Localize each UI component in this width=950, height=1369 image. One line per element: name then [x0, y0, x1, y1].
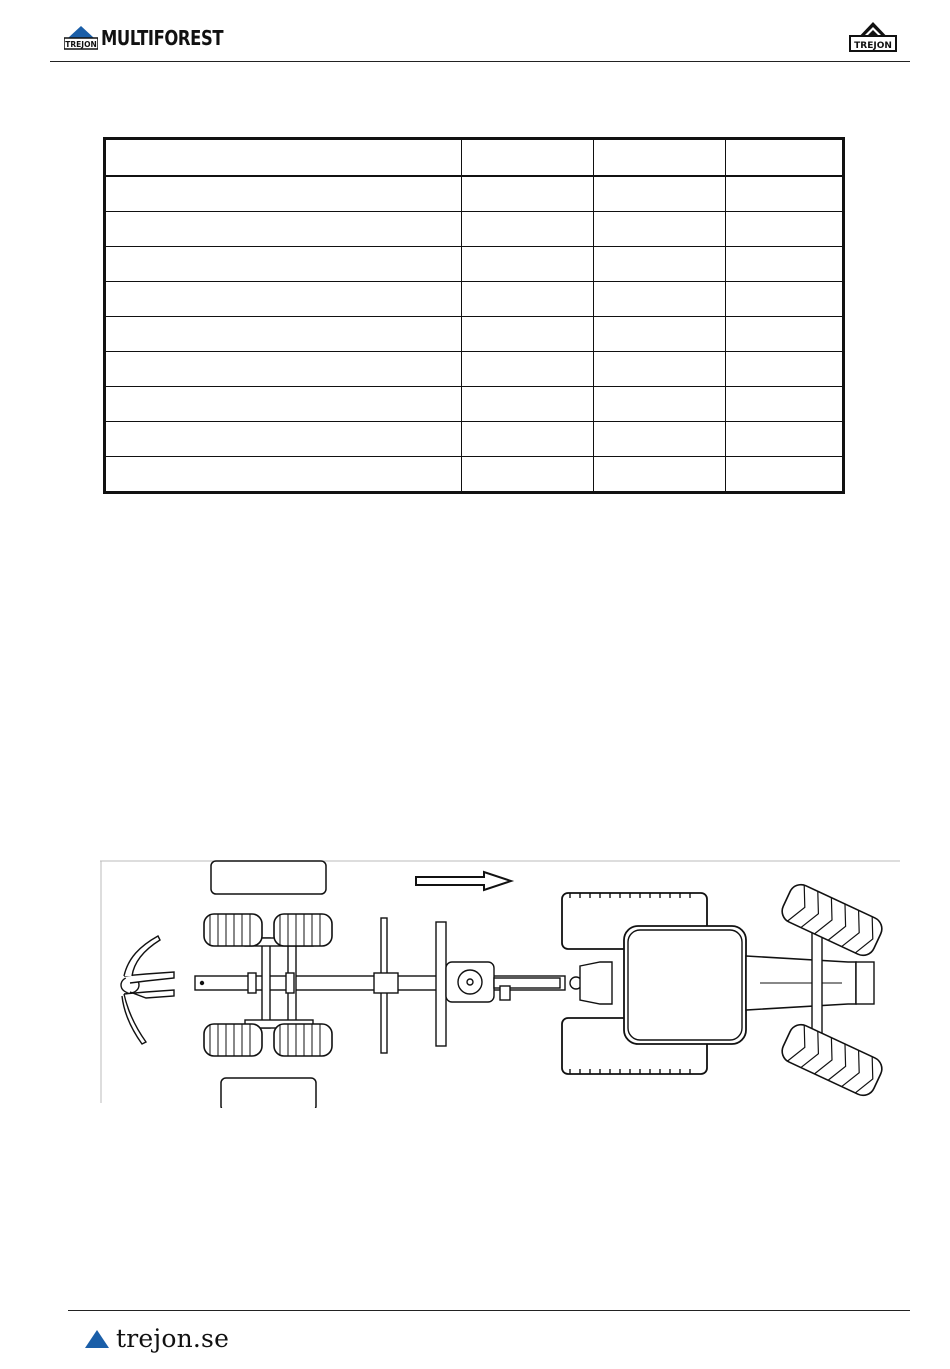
table-cell — [726, 247, 844, 282]
table-cell — [105, 139, 462, 177]
operator-person-icon — [121, 936, 174, 1044]
table-cell — [594, 282, 726, 317]
table-cell — [726, 282, 844, 317]
table-cell — [462, 282, 594, 317]
table-row — [105, 176, 844, 212]
table-cell — [726, 212, 844, 247]
table-cell — [462, 352, 594, 387]
table-header-row — [105, 139, 844, 177]
brand-name: MULTIFOREST — [101, 26, 224, 50]
footer-divider — [68, 1310, 910, 1311]
stanchion — [436, 922, 446, 1046]
table-cell — [105, 317, 462, 352]
tractor-front-tire-icon — [778, 1021, 886, 1100]
table-cell — [462, 457, 594, 493]
tractor-trailer-figure — [100, 858, 900, 1108]
trailer-wheel-icon — [204, 914, 262, 946]
footer-brand — [84, 1324, 229, 1353]
table-cell — [462, 247, 594, 282]
tractor-front-tire-icon — [778, 881, 886, 960]
table-cell — [726, 139, 844, 177]
right-logo-text: TREJON — [854, 41, 892, 51]
table-row — [105, 317, 844, 352]
table-cell — [462, 139, 594, 177]
table-cell — [105, 422, 462, 457]
table-cell — [105, 387, 462, 422]
table-cell — [594, 317, 726, 352]
header-divider — [50, 61, 910, 62]
table-cell — [462, 387, 594, 422]
page-header — [0, 0, 950, 62]
table-cell — [594, 139, 726, 177]
table-cell — [462, 317, 594, 352]
table-cell — [594, 387, 726, 422]
multiforest-logo — [64, 22, 250, 50]
table-cell — [105, 457, 462, 493]
table-cell — [726, 387, 844, 422]
trailer-wheel-icon — [274, 914, 332, 946]
table-cell — [594, 422, 726, 457]
footer-site-link[interactable]: trejon.se — [116, 1324, 230, 1353]
table-cell — [594, 212, 726, 247]
table-cell — [726, 317, 844, 352]
table-row — [105, 457, 844, 493]
trailer-wheel-icon — [274, 1024, 332, 1056]
trejon-logo — [848, 22, 898, 54]
table-row — [105, 387, 844, 422]
trailer-wheel-icon — [204, 1024, 262, 1056]
label-box-bottom — [221, 1078, 316, 1108]
table-row — [105, 282, 844, 317]
trejon-badge-icon — [64, 26, 98, 50]
table-cell — [105, 352, 462, 387]
badge-text: TREJON — [65, 40, 97, 49]
direction-arrow-icon — [416, 872, 511, 890]
table-cell — [594, 457, 726, 493]
label-box-top — [211, 861, 326, 894]
table-cell — [462, 176, 594, 212]
table-cell — [462, 212, 594, 247]
table-cell — [462, 422, 594, 457]
table-cell — [105, 282, 462, 317]
tractor-cab — [624, 926, 746, 1044]
table-cell — [594, 247, 726, 282]
table-row — [105, 352, 844, 387]
table-cell — [726, 422, 844, 457]
table-cell — [105, 212, 462, 247]
table-cell — [105, 176, 462, 212]
table-row — [105, 212, 844, 247]
table-cell — [726, 457, 844, 493]
table-row — [105, 422, 844, 457]
table-row — [105, 247, 844, 282]
table-cell — [726, 352, 844, 387]
triangle-logo-icon — [84, 1329, 110, 1349]
table-cell — [105, 247, 462, 282]
spec-table — [103, 137, 845, 494]
table-cell — [594, 176, 726, 212]
table-cell — [594, 352, 726, 387]
table-cell — [726, 176, 844, 212]
